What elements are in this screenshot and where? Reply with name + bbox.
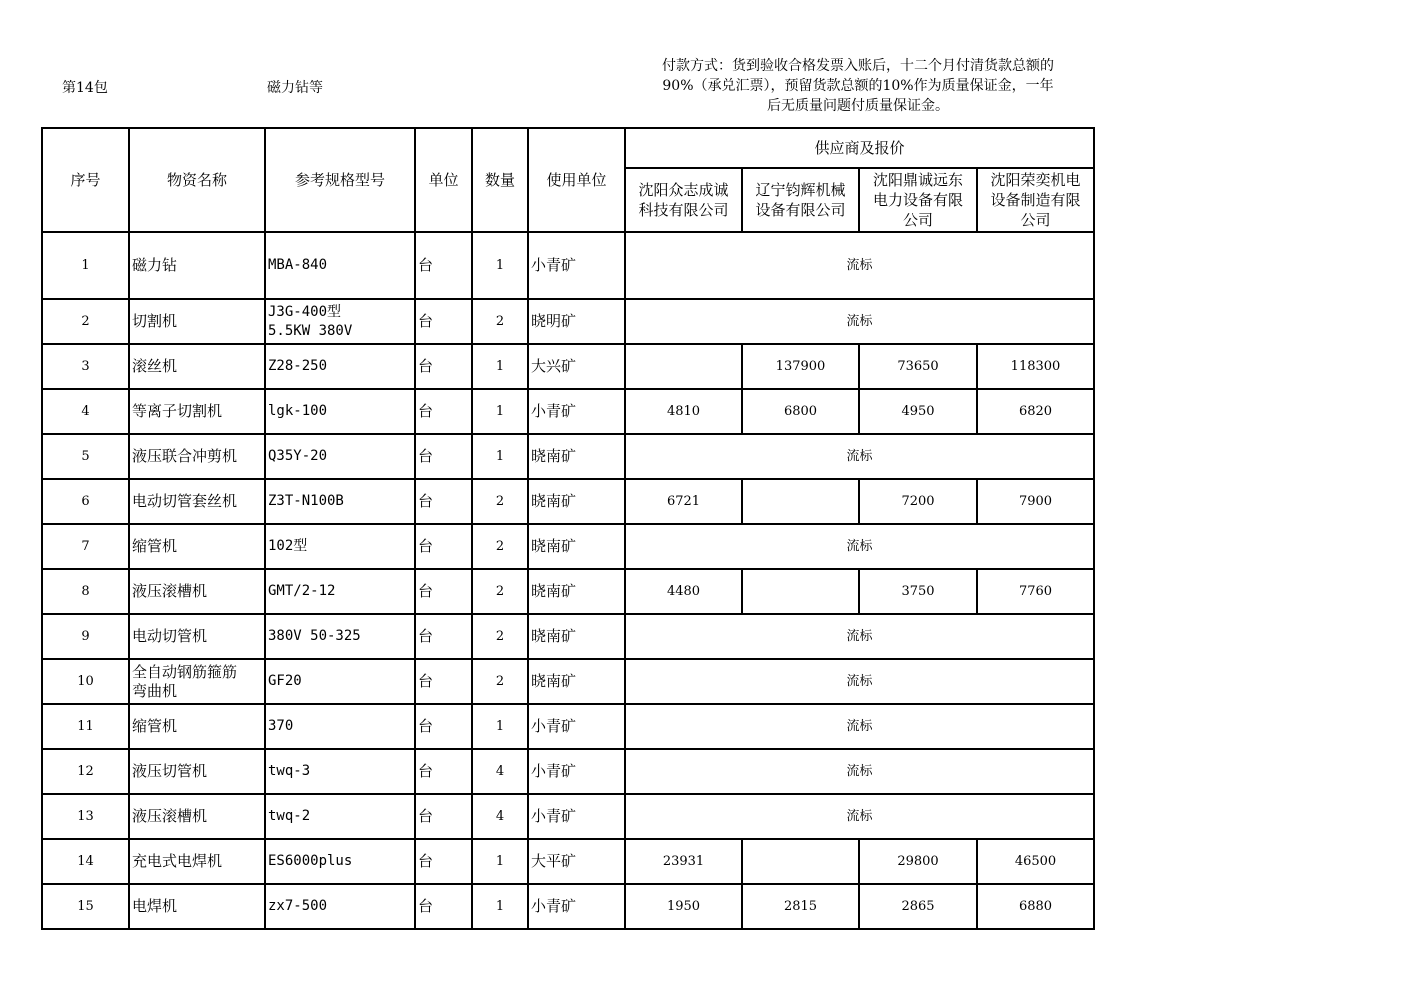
row-spec: Z28-250 [265, 344, 415, 389]
row-user: 小青矿 [528, 389, 625, 434]
row-status-flow: 流标 [625, 704, 1094, 749]
package-label: 第14包 [62, 80, 108, 96]
row-spec: twq-2 [265, 794, 415, 839]
row-status-flow: 流标 [625, 614, 1094, 659]
row-user: 晓南矿 [528, 614, 625, 659]
table-row [42, 839, 1094, 884]
table-row [42, 794, 1094, 839]
row-user: 大平矿 [528, 839, 625, 884]
row-seq: 15 [42, 884, 129, 929]
row-spec: 370 [265, 704, 415, 749]
row-unit: 台 [415, 749, 472, 794]
row-seq: 13 [42, 794, 129, 839]
row-price: 73650 [859, 344, 977, 389]
row-user: 小青矿 [528, 232, 625, 299]
row-status-flow: 流标 [625, 794, 1094, 839]
row-unit: 台 [415, 884, 472, 929]
row-price: 4480 [625, 569, 742, 614]
row-seq: 11 [42, 704, 129, 749]
row-status-flow: 流标 [625, 749, 1094, 794]
row-qty: 1 [472, 704, 528, 749]
row-name: 电焊机 [129, 884, 265, 929]
row-price: 137900 [742, 344, 859, 389]
row-name: 滚丝机 [129, 344, 265, 389]
table-row [42, 434, 1094, 479]
row-qty: 2 [472, 659, 528, 704]
row-price: 6820 [977, 389, 1094, 434]
row-user: 晓南矿 [528, 659, 625, 704]
row-qty: 2 [472, 479, 528, 524]
payment-terms [622, 56, 1094, 116]
col-header-name: 物资名称 [129, 128, 265, 232]
row-qty: 1 [472, 232, 528, 299]
table-row [42, 614, 1094, 659]
row-name: 缩管机 [129, 524, 265, 569]
row-spec: lgk-100 [265, 389, 415, 434]
col-header-unit: 单位 [415, 128, 472, 232]
row-price [742, 569, 859, 614]
row-user: 小青矿 [528, 704, 625, 749]
row-qty: 2 [472, 614, 528, 659]
payment-line: 90%（承兑汇票），预留货款总额的10%作为质量保证金，一年 [662, 78, 1054, 94]
row-seq: 14 [42, 839, 129, 884]
row-price: 3750 [859, 569, 977, 614]
table-row [42, 569, 1094, 614]
col-header-spec: 参考规格型号 [265, 128, 415, 232]
row-price [625, 344, 742, 389]
row-qty: 1 [472, 839, 528, 884]
col-header-suppliers: 供应商及报价 [625, 128, 1094, 168]
payment-line: 付款方式：货到验收合格发票入账后，十二个月付清货款总额的 [662, 58, 1054, 74]
row-spec: MBA-840 [265, 232, 415, 299]
row-qty: 2 [472, 524, 528, 569]
row-price: 46500 [977, 839, 1094, 884]
row-seq: 4 [42, 389, 129, 434]
row-price: 29800 [859, 839, 977, 884]
row-price: 7900 [977, 479, 1094, 524]
row-qty: 2 [472, 299, 528, 344]
table-row [42, 299, 1094, 344]
col-header-seq: 序号 [42, 128, 129, 232]
row-spec: Z3T-N100B [265, 479, 415, 524]
row-user: 晓南矿 [528, 434, 625, 479]
row-user: 小青矿 [528, 884, 625, 929]
row-price: 1950 [625, 884, 742, 929]
row-seq: 1 [42, 232, 129, 299]
row-seq: 10 [42, 659, 129, 704]
row-user: 大兴矿 [528, 344, 625, 389]
row-unit: 台 [415, 434, 472, 479]
row-unit: 台 [415, 839, 472, 884]
row-spec: 380V 50-325 [265, 614, 415, 659]
category-label: 磁力钻等 [267, 80, 323, 96]
row-user: 晓南矿 [528, 569, 625, 614]
table-row [42, 704, 1094, 749]
row-name: 磁力钻 [129, 232, 265, 299]
table-row [42, 659, 1094, 704]
row-unit: 台 [415, 389, 472, 434]
row-qty: 4 [472, 794, 528, 839]
table-row [42, 479, 1094, 524]
row-qty: 4 [472, 749, 528, 794]
row-seq: 7 [42, 524, 129, 569]
row-spec: GF20 [265, 659, 415, 704]
row-status-flow: 流标 [625, 299, 1094, 344]
row-seq: 2 [42, 299, 129, 344]
row-price: 4950 [859, 389, 977, 434]
row-name: 液压切管机 [129, 749, 265, 794]
supplier-header: 沈阳众志成诚 科技有限公司 [625, 168, 742, 232]
row-spec: GMT/2-12 [265, 569, 415, 614]
row-price: 6800 [742, 389, 859, 434]
table-row [42, 344, 1094, 389]
row-spec: Q35Y-20 [265, 434, 415, 479]
row-seq: 6 [42, 479, 129, 524]
row-user: 小青矿 [528, 749, 625, 794]
table-row [42, 232, 1094, 299]
row-spec: 102型 [265, 524, 415, 569]
row-price: 2865 [859, 884, 977, 929]
row-seq: 9 [42, 614, 129, 659]
payment-line: 后无质量问题付质量保证金。 [767, 98, 949, 114]
row-status-flow: 流标 [625, 434, 1094, 479]
row-qty: 1 [472, 344, 528, 389]
row-qty: 1 [472, 389, 528, 434]
supplier-header: 辽宁钧辉机械 设备有限公司 [742, 168, 859, 232]
row-qty: 2 [472, 569, 528, 614]
row-status-flow: 流标 [625, 524, 1094, 569]
table-row [42, 389, 1094, 434]
row-unit: 台 [415, 614, 472, 659]
row-seq: 5 [42, 434, 129, 479]
row-name: 液压滚槽机 [129, 569, 265, 614]
row-user: 晓南矿 [528, 479, 625, 524]
row-name: 电动切管机 [129, 614, 265, 659]
row-name: 切割机 [129, 299, 265, 344]
row-unit: 台 [415, 299, 472, 344]
row-status-flow: 流标 [625, 232, 1094, 299]
row-price: 4810 [625, 389, 742, 434]
row-spec: twq-3 [265, 749, 415, 794]
row-price: 118300 [977, 344, 1094, 389]
row-spec: zx7-500 [265, 884, 415, 929]
row-qty: 1 [472, 884, 528, 929]
row-price: 2815 [742, 884, 859, 929]
row-unit: 台 [415, 569, 472, 614]
row-price: 23931 [625, 839, 742, 884]
row-unit: 台 [415, 659, 472, 704]
row-status-flow: 流标 [625, 659, 1094, 704]
col-header-qty: 数量 [472, 128, 528, 232]
row-unit: 台 [415, 344, 472, 389]
row-name: 液压联合冲剪机 [129, 434, 265, 479]
row-seq: 3 [42, 344, 129, 389]
row-name: 液压滚槽机 [129, 794, 265, 839]
row-qty: 1 [472, 434, 528, 479]
row-unit: 台 [415, 524, 472, 569]
row-user: 晓南矿 [528, 524, 625, 569]
row-price [742, 839, 859, 884]
supplier-header: 沈阳荣奕机电 设备制造有限 公司 [977, 168, 1094, 232]
row-seq: 8 [42, 569, 129, 614]
row-user: 晓明矿 [528, 299, 625, 344]
row-unit: 台 [415, 479, 472, 524]
row-name: 电动切管套丝机 [129, 479, 265, 524]
row-price: 6880 [977, 884, 1094, 929]
row-price: 7200 [859, 479, 977, 524]
row-price: 7760 [977, 569, 1094, 614]
row-price [742, 479, 859, 524]
row-seq: 12 [42, 749, 129, 794]
col-header-user: 使用单位 [528, 128, 625, 232]
row-name: 等离子切割机 [129, 389, 265, 434]
table-row [42, 524, 1094, 569]
row-unit: 台 [415, 794, 472, 839]
row-user: 小青矿 [528, 794, 625, 839]
row-unit: 台 [415, 232, 472, 299]
row-spec: ES6000plus [265, 839, 415, 884]
row-name: 缩管机 [129, 704, 265, 749]
row-unit: 台 [415, 704, 472, 749]
row-spec: J3G-400型 5.5KW 380V [265, 299, 415, 344]
table-row [42, 749, 1094, 794]
quotation-table [41, 127, 1095, 930]
table-row [42, 884, 1094, 929]
row-name: 充电式电焊机 [129, 839, 265, 884]
row-name: 全自动钢筋箍筋 弯曲机 [129, 659, 265, 704]
supplier-header: 沈阳鼎诚远东 电力设备有限 公司 [859, 168, 977, 232]
row-price: 6721 [625, 479, 742, 524]
